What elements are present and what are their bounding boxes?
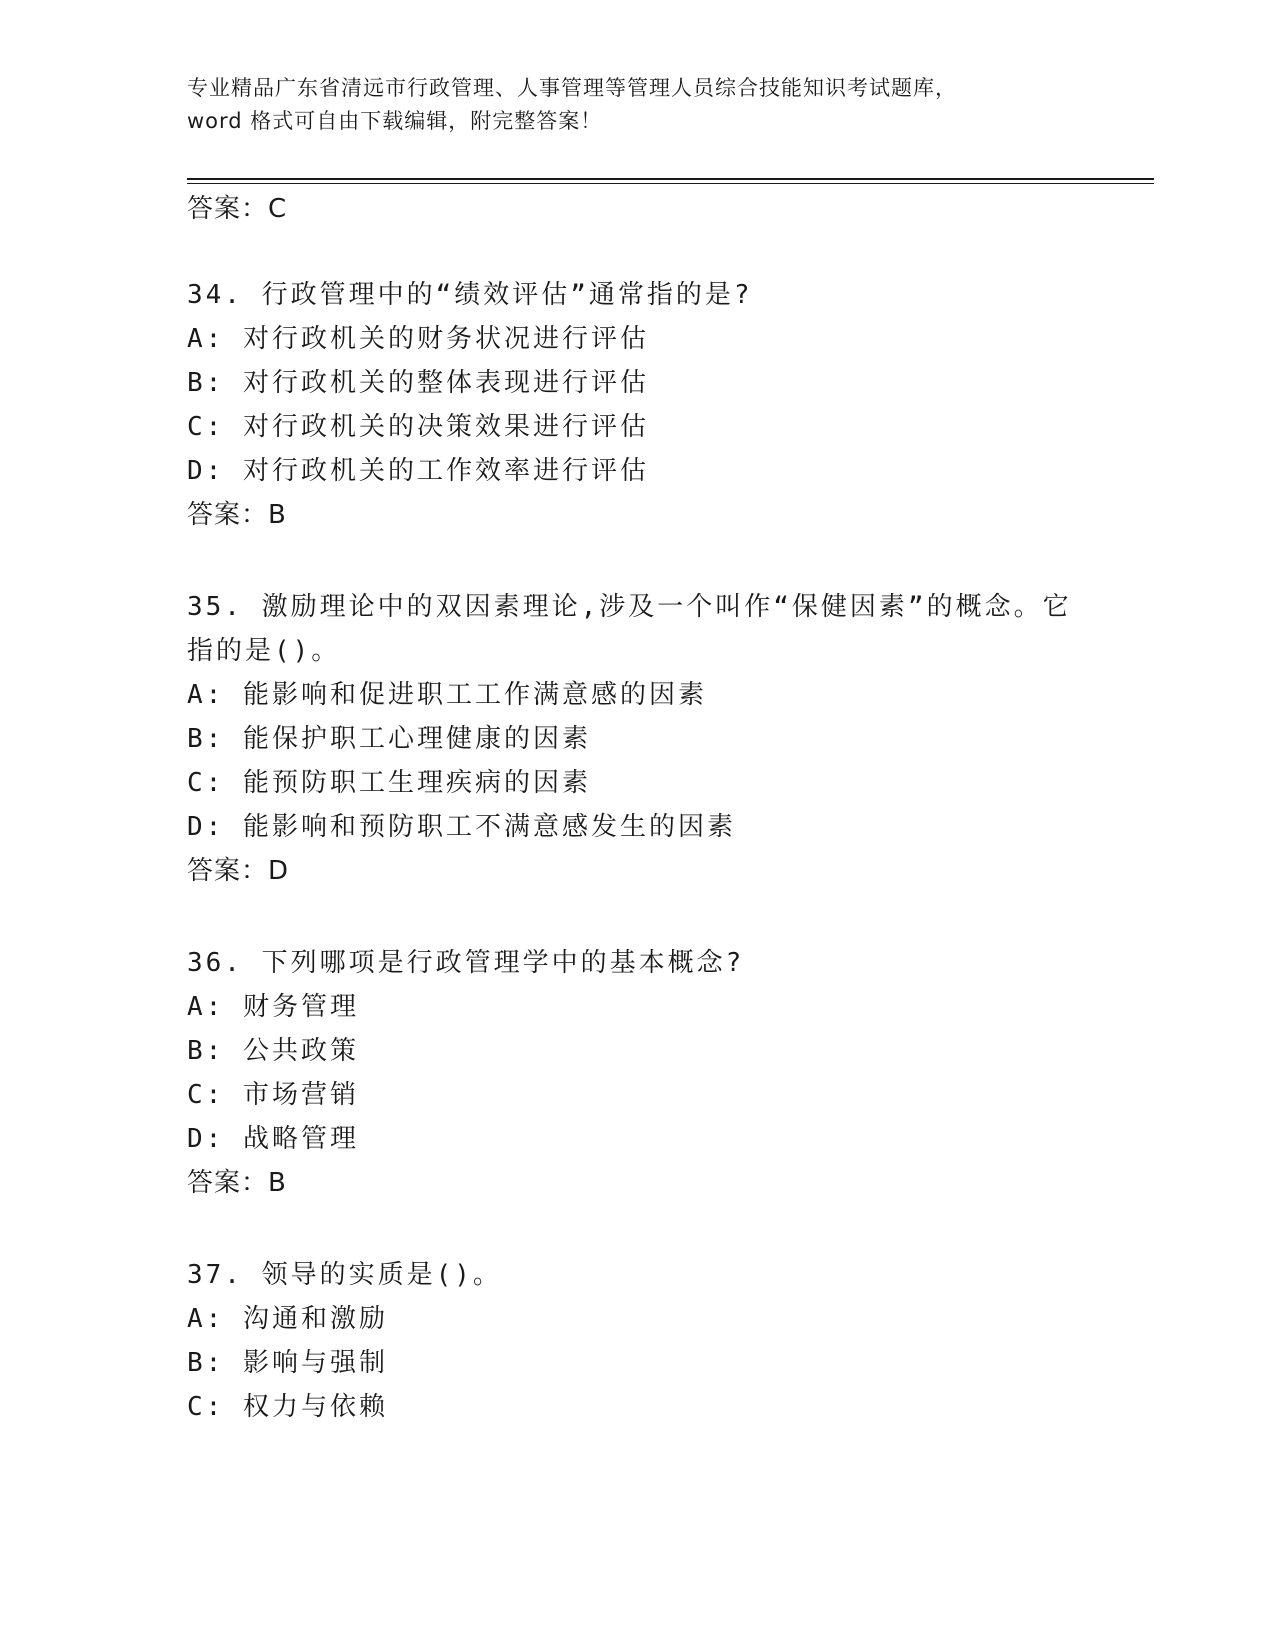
question-35-stem-cont: 指的是()。: [187, 636, 341, 666]
question-35-option-a: A: 能影响和促进职工工作满意感的因素: [187, 680, 707, 710]
question-37-stem: 37. 领导的实质是()。: [187, 1260, 502, 1290]
question-34-option-a: A: 对行政机关的财务状况进行评估: [187, 324, 649, 354]
header-divider-thin: [187, 183, 1154, 184]
question-35-answer: 答案：D: [187, 856, 290, 886]
question-34-option-c: C: 对行政机关的决策效果进行评估: [187, 412, 649, 442]
question-36-option-b: B: 公共政策: [187, 1036, 359, 1066]
document-header: [187, 72, 1087, 138]
question-37-option-a: A: 沟通和激励: [187, 1304, 388, 1334]
question-34-option-b: B: 对行政机关的整体表现进行评估: [187, 368, 649, 398]
question-34-option-d: D: 对行政机关的工作效率进行评估: [187, 456, 649, 486]
question-37-option-c: C: 权力与依赖: [187, 1392, 388, 1422]
header-divider-thick: [187, 178, 1154, 180]
question-36-option-c: C: 市场营销: [187, 1080, 359, 1110]
question-36-option-a: A: 财务管理: [187, 992, 359, 1022]
question-35-option-b: B: 能保护职工心理健康的因素: [187, 724, 591, 754]
question-35-option-d: D: 能影响和预防职工不满意感发生的因素: [187, 812, 736, 842]
question-34-answer: 答案：B: [187, 500, 287, 530]
previous-answer: 答案：C: [187, 194, 288, 224]
header-line-1: 专业精品广东省清远市行政管理、人事管理等管理人员综合技能知识考试题库，: [187, 76, 957, 100]
question-35-option-c: C: 能预防职工生理疾病的因素: [187, 768, 591, 798]
question-36-stem: 36. 下列哪项是行政管理学中的基本概念?: [187, 948, 745, 978]
question-34-stem: 34. 行政管理中的“绩效评估”通常指的是?: [187, 280, 753, 310]
question-35-stem: 35. 激励理论中的双因素理论,涉及一个叫作“保健因素”的概念。它: [187, 592, 1072, 622]
question-37-option-b: B: 影响与强制: [187, 1348, 388, 1378]
question-36-option-d: D: 战略管理: [187, 1124, 359, 1154]
question-36-answer: 答案：B: [187, 1168, 287, 1198]
header-line-2: word 格式可自由下载编辑，附完整答案！: [187, 109, 603, 133]
